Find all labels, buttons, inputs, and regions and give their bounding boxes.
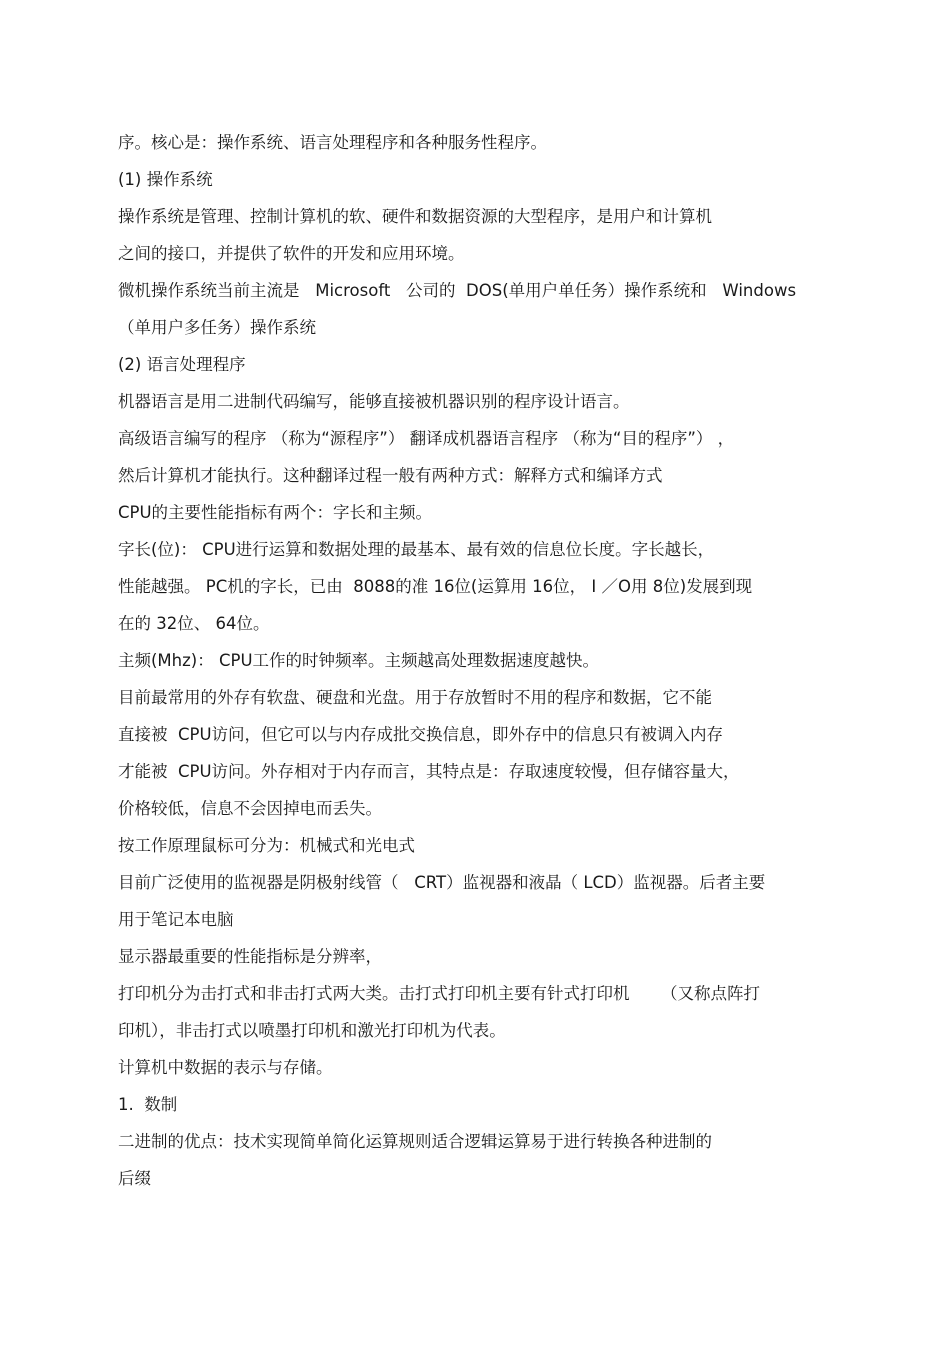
section-heading: (2) 语言处理程序 bbox=[118, 355, 246, 374]
text-line: 印机），非击打式以喷墨打印机和激光打印机为代表。 bbox=[118, 1021, 506, 1040]
text-line: 机器语言是用二进制代码编写，能够直接被机器识别的程序设计语言。 bbox=[118, 392, 630, 411]
text-line: 价格较低，信息不会因掉电而丢失。 bbox=[118, 799, 382, 818]
text-line: 序。核心是：操作系统、语言处理程序和各种服务性程序。 bbox=[118, 133, 547, 152]
text-line: （单用户多任务）操作系统 bbox=[118, 318, 316, 337]
text-line: 显示器最重要的性能指标是分辨率， bbox=[118, 947, 382, 966]
text-line: 直接被 CPU访问，但它可以与内存成批交换信息，即外存中的信息只有被调入内存 bbox=[118, 725, 724, 744]
text-line: 在的 32位、 64位。 bbox=[118, 614, 270, 633]
text-line: 才能被 CPU访问。外存相对于内存而言，其特点是：存取速度较慢，但存储容量大， bbox=[118, 762, 740, 781]
text-line: 目前最常用的外存有软盘、硬盘和光盘。用于存放暂时不用的程序和数据，它不能 bbox=[118, 688, 712, 707]
text-line: 字长(位)： CPU进行运算和数据处理的最基本、最有效的信息位长度。字长越长， bbox=[118, 540, 715, 559]
text-line: 二进制的优点：技术实现简单简化运算规则适合逻辑运算易于进行转换各种进制的 bbox=[118, 1132, 712, 1151]
text-line: CPU的主要性能指标有两个：字长和主频。 bbox=[118, 503, 433, 522]
text-line: 目前广泛使用的监视器是阴极射线管（ CRT）监视器和液晶（ LCD）监视器。后者主要 bbox=[118, 873, 766, 892]
text-line: 然后计算机才能执行。这种翻译过程一般有两种方式：解释方式和编译方式 bbox=[118, 466, 663, 485]
text-line: 后缀 bbox=[118, 1169, 151, 1188]
text-line: 高级语言编写的程序 （称为“源程序”） 翻译成机器语言程序 （称为“目的程序”） ， bbox=[118, 429, 735, 448]
text-line: 微机操作系统当前主流是 Microsoft 公司的 DOS(单用户单任务）操作系统和 Windows bbox=[118, 281, 797, 300]
text-line: 性能越强。 PC机的字长，已由 8088的准 16位(运算用 16位， I ／O用 8位)发展到现 bbox=[118, 577, 753, 596]
section-heading: (1) 操作系统 bbox=[118, 170, 213, 189]
text-line: 用于笔记本电脑 bbox=[118, 910, 234, 929]
text-line: 按工作原理鼠标可分为：机械式和光电式 bbox=[118, 836, 415, 855]
section-heading: 1. 数制 bbox=[118, 1095, 178, 1114]
document-body bbox=[118, 124, 830, 1197]
text-line: 打印机分为击打式和非击打式两大类。击打式打印机主要有针式打印机 （又称点阵打 bbox=[118, 984, 760, 1003]
text-line: 主频(Mhz)： CPU工作的时钟频率。主频越高处理数据速度越快。 bbox=[118, 651, 600, 670]
text-line: 操作系统是管理、控制计算机的软、硬件和数据资源的大型程序，是用户和计算机 bbox=[118, 207, 712, 226]
text-line: 计算机中数据的表示与存储。 bbox=[118, 1058, 333, 1077]
text-line: 之间的接口，并提供了软件的开发和应用环境。 bbox=[118, 244, 465, 263]
